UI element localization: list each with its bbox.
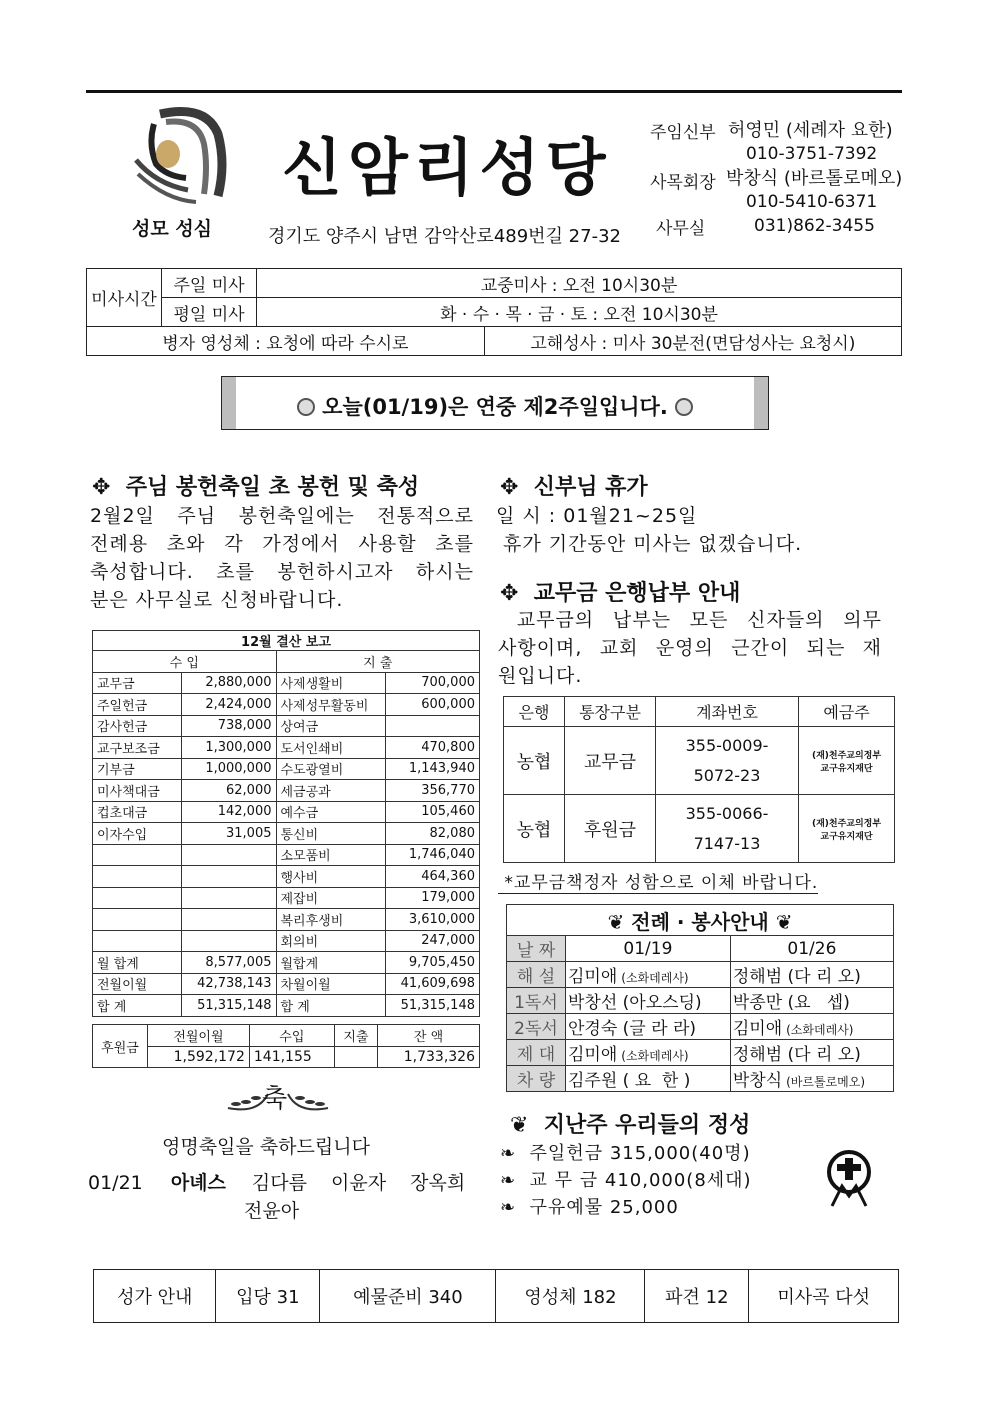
celebration-people: 김다름 이윤자 장옥희 <box>251 1172 466 1194</box>
finance-item <box>93 909 182 931</box>
praying-cross-icon <box>824 1150 874 1208</box>
finance-amount <box>182 930 277 952</box>
celebration-message: 영명축일을 축하드립니다 <box>162 1136 370 1158</box>
finance-amount: 470,800 <box>385 737 480 759</box>
celebration-date: 01/21 <box>88 1172 143 1194</box>
offering-title <box>510 1108 750 1139</box>
section-candle-title <box>92 470 419 501</box>
offering-item-text: 교 무 금 410,000(8세대) <box>529 1170 752 1191</box>
finance-amount: 1,000,000 <box>182 758 277 780</box>
finance-item <box>93 930 182 952</box>
finance-item <box>93 887 182 909</box>
hymn-item: 파견 12 <box>645 1270 749 1323</box>
section-candle-heading: 주님 봉헌축일 초 봉헌 및 축성 <box>125 475 420 500</box>
sacred-heart-emblem-icon <box>126 104 230 208</box>
finance-amount: 82,080 <box>385 823 480 845</box>
finance-amount: 1,143,940 <box>385 758 480 780</box>
offering-item <box>500 1167 752 1194</box>
offering-heading: 지난주 우리들의 정성 <box>543 1113 751 1138</box>
liturgy-minister <box>566 962 731 988</box>
ivy-leaf-icon: ❦ <box>775 909 793 934</box>
section-dues-body <box>498 606 882 690</box>
finance-item: 사제생활비 <box>276 672 385 694</box>
account-number <box>656 727 799 795</box>
finance-item: 전월이월 <box>93 973 182 995</box>
sunday-banner <box>221 376 769 430</box>
finance-amount: 31,005 <box>182 823 277 845</box>
finance-item: 합 계 <box>93 995 182 1017</box>
finance-amount: 105,460 <box>385 801 480 823</box>
support-value: 1,592,172 <box>148 1046 250 1068</box>
finance-row <box>93 844 480 866</box>
mass-schedule-table <box>86 268 902 356</box>
finance-amount <box>182 866 277 888</box>
finance-item: 제잡비 <box>276 887 385 909</box>
finance-item: 통신비 <box>276 823 385 845</box>
hymn-table <box>93 1269 899 1323</box>
finance-row <box>93 887 480 909</box>
support-table <box>92 1024 480 1068</box>
support-header: 전월이월 <box>148 1025 250 1047</box>
finance-amount <box>182 844 277 866</box>
finance-row <box>93 672 480 694</box>
celebration-saint: 아녜스 <box>170 1172 226 1194</box>
finance-amount: 8,577,005 <box>182 952 277 974</box>
hymn-item: 입당 31 <box>216 1270 320 1323</box>
bank-header: 은행 <box>504 697 565 727</box>
finance-item: 도서인쇄비 <box>276 737 385 759</box>
bank-name: 농협 <box>504 795 565 863</box>
text-line: 축성합니다. 초를 봉헌하시고자 하시는 <box>90 561 474 583</box>
finance-item: 주일헌금 <box>93 694 182 716</box>
section-candle-body <box>90 502 474 614</box>
pastor-role: 주임신부 <box>650 123 716 143</box>
offering-item-text: 구유예물 25,000 <box>529 1197 679 1218</box>
text-line: 교무금의 납부는 모든 신자들의 의무 <box>498 609 882 631</box>
minister-baptismal-name: (소화데레사) <box>786 1023 854 1037</box>
finance-item: 소모품비 <box>276 844 385 866</box>
finance-item: 월 합계 <box>93 952 182 974</box>
sunday-mass-value: 교중미사 : 오전 10시30분 <box>257 269 902 298</box>
offering-item-text: 주일헌금 315,000(40명) <box>529 1143 751 1164</box>
income-header: 수 입 <box>93 651 277 673</box>
account-number-part: 5072-23 <box>693 765 761 785</box>
support-header: 잔 액 <box>378 1025 480 1047</box>
finance-item: 세금공과 <box>276 780 385 802</box>
finance-row <box>93 909 480 931</box>
account-type: 후원금 <box>565 795 656 863</box>
office-role: 사무실 <box>656 219 706 239</box>
celebration-names-2: 전윤아 <box>244 1200 300 1222</box>
liturgy-minister <box>730 962 893 988</box>
support-header: 지출 <box>334 1025 377 1047</box>
minister-name: 박종만 (요 셉) <box>732 993 850 1013</box>
minister-baptismal-name: (소화데레사) <box>621 1049 689 1063</box>
finance-amount: 2,424,000 <box>182 694 277 716</box>
bank-header: 통장구분 <box>565 697 656 727</box>
section-dues-title <box>500 576 740 607</box>
minister-baptismal-name: (소화데레사) <box>621 971 689 985</box>
finance-item: 수도광열비 <box>276 758 385 780</box>
liturgy-row <box>507 1066 894 1092</box>
finance-item: 복리후생비 <box>276 909 385 931</box>
finance-row <box>93 930 480 952</box>
finance-item: 사제성무활동비 <box>276 694 385 716</box>
liturgy-row <box>507 988 894 1014</box>
liturgy-date: 01/26 <box>730 936 893 962</box>
finance-row <box>93 952 480 974</box>
liturgy-minister <box>566 1014 731 1040</box>
finance-item <box>93 866 182 888</box>
liturgy-title <box>507 905 894 936</box>
diamond-bullet-icon: ✥ <box>92 475 111 500</box>
finance-item <box>93 844 182 866</box>
minister-name: 정해범 (다 리 오) <box>732 1045 861 1065</box>
liturgy-table <box>506 904 894 1092</box>
finance-row <box>93 801 480 823</box>
finance-item: 교구보조금 <box>93 737 182 759</box>
support-value <box>334 1046 377 1068</box>
medal-icon <box>297 398 315 416</box>
finance-amount: 41,609,698 <box>385 973 480 995</box>
minister-name: 김주원 ( 요 한 ) <box>568 1071 691 1091</box>
offering-item <box>500 1194 752 1221</box>
finance-row <box>93 995 480 1017</box>
liturgy-minister <box>566 988 731 1014</box>
medal-icon <box>675 398 693 416</box>
sunday-mass-label: 주일 미사 <box>162 269 257 298</box>
parish-title: 신암리성당 <box>282 131 612 204</box>
liturgy-role: 2독서 <box>507 1014 566 1040</box>
bank-header: 계좌번호 <box>656 697 799 727</box>
celebration-mark: 축 <box>262 1084 288 1114</box>
finance-amount: 62,000 <box>182 780 277 802</box>
finance-item: 차월이월 <box>276 973 385 995</box>
ivy-leaf-icon: ❦ <box>510 1113 529 1138</box>
liturgy-minister <box>730 1066 893 1092</box>
offering-list <box>500 1140 752 1221</box>
mass-label: 미사시간 <box>87 269 162 327</box>
bank-table <box>503 696 895 863</box>
owner-line: (재)천주교의정부 <box>811 750 882 761</box>
leaf-bullet-icon: ❧ <box>500 1197 517 1218</box>
finance-amount: 738,000 <box>182 715 277 737</box>
account-owner <box>799 727 895 795</box>
finance-table <box>92 630 480 1017</box>
liturgy-minister <box>730 988 893 1014</box>
finance-row <box>93 973 480 995</box>
bank-row <box>504 795 895 863</box>
minister-name: 박창식 <box>732 1071 783 1091</box>
finance-amount: 356,770 <box>385 780 480 802</box>
hymn-item: 미사곡 다섯 <box>749 1270 899 1323</box>
finance-item: 이자수입 <box>93 823 182 845</box>
minister-name: 박창선 (아오스딩) <box>568 993 702 1013</box>
owner-line: 교구유지재단 <box>820 763 873 774</box>
expense-header: 지 출 <box>276 651 480 673</box>
section-vacation-body <box>496 502 802 558</box>
minister-name: 김미애 <box>732 1019 783 1039</box>
account-number-part: 355-0009- <box>685 735 769 755</box>
liturgy-row <box>507 1014 894 1040</box>
bank-header: 예금주 <box>799 697 895 727</box>
finance-item: 예수금 <box>276 801 385 823</box>
minister-name: 김미애 <box>568 967 618 987</box>
finance-row <box>93 866 480 888</box>
dues-note: *교무금책정자 성함으로 이체 바랍니다. <box>498 868 818 894</box>
section-vacation-title <box>500 470 648 501</box>
finance-amount <box>182 887 277 909</box>
finance-item: 컵초대금 <box>93 801 182 823</box>
finance-amount: 179,000 <box>385 887 480 909</box>
minister-baptismal-name: (바르톨로메오) <box>786 1075 866 1089</box>
account-number-part: 355-0066- <box>685 803 769 823</box>
banner-text: 오늘(01/19)은 연중 제2주일입니다. <box>322 395 668 419</box>
liturgy-role: 제 대 <box>507 1040 566 1066</box>
finance-item: 교무금 <box>93 672 182 694</box>
finance-amount: 142,000 <box>182 801 277 823</box>
finance-row <box>93 694 480 716</box>
liturgy-role: 해 설 <box>507 962 566 988</box>
diamond-bullet-icon: ✥ <box>500 581 519 606</box>
finance-item: 미사책대금 <box>93 780 182 802</box>
hymn-item: 예물준비 340 <box>320 1270 496 1323</box>
owner-line: 교구유지재단 <box>820 831 873 842</box>
emblem-label: 성모 성심 <box>132 218 213 240</box>
bank-row <box>504 727 895 795</box>
liturgy-role: 차 량 <box>507 1066 566 1092</box>
account-owner <box>799 795 895 863</box>
account-number-part: 7147-13 <box>693 833 761 853</box>
liturgy-minister <box>566 1040 731 1066</box>
weekday-mass-label: 평일 미사 <box>162 298 257 327</box>
finance-item: 기부금 <box>93 758 182 780</box>
text-line: 2월2일 주님 봉헌축일에는 전통적으로 <box>90 505 474 527</box>
council-phone: 010-5410-6371 <box>746 192 878 212</box>
top-rule <box>86 90 902 93</box>
text-line: 휴가 기간동안 미사는 없겠습니다. <box>496 533 803 555</box>
finance-amount: 600,000 <box>385 694 480 716</box>
finance-amount: 464,360 <box>385 866 480 888</box>
finance-item: 합 계 <box>276 995 385 1017</box>
liturgy-date: 01/19 <box>566 936 731 962</box>
pastor-phone: 010-3751-7392 <box>746 144 878 164</box>
finance-item: 상여금 <box>276 715 385 737</box>
text-line: 일 시 : 01월21~25일 <box>496 505 698 527</box>
finance-item: 월합계 <box>276 952 385 974</box>
text-line: 전례용 초와 각 가정에서 사용할 초를 <box>90 533 474 555</box>
finance-amount <box>182 909 277 931</box>
section-vacation-heading: 신부님 휴가 <box>533 475 648 500</box>
finance-item: 회의비 <box>276 930 385 952</box>
offering-item <box>500 1140 752 1167</box>
liturgy-heading: 전례 · 봉사안내 <box>631 909 769 934</box>
liturgy-minister <box>730 1040 893 1066</box>
owner-line: (재)천주교의정부 <box>811 818 882 829</box>
finance-amount: 51,315,148 <box>182 995 277 1017</box>
finance-amount: 247,000 <box>385 930 480 952</box>
finance-row <box>93 758 480 780</box>
parish-address: 경기도 양주시 남면 감악산로489번길 27-32 <box>268 226 621 247</box>
finance-amount: 51,315,148 <box>385 995 480 1017</box>
finance-row <box>93 737 480 759</box>
finance-amount: 2,880,000 <box>182 672 277 694</box>
finance-amount <box>385 715 480 737</box>
liturgy-row <box>507 962 894 988</box>
minister-name: 김미애 <box>568 1045 618 1065</box>
finance-item: 행사비 <box>276 866 385 888</box>
liturgy-minister <box>566 1066 731 1092</box>
pastor-name: 허영민 (세례자 요한) <box>728 120 893 141</box>
support-label: 후원금 <box>93 1025 148 1068</box>
bank-name: 농협 <box>504 727 565 795</box>
finance-amount: 1,746,040 <box>385 844 480 866</box>
account-type: 교무금 <box>565 727 656 795</box>
sick-communion: 병자 영성체 : 요청에 따라 수시로 <box>87 327 485 356</box>
hymn-item: 영성체 182 <box>496 1270 645 1323</box>
leaf-bullet-icon: ❧ <box>500 1170 517 1191</box>
text-line: 분은 사무실로 신청바랍니다. <box>90 589 344 611</box>
finance-row <box>93 715 480 737</box>
support-value: 1,733,326 <box>378 1046 480 1068</box>
finance-title: 12월 결산 보고 <box>93 631 480 651</box>
finance-amount: 1,300,000 <box>182 737 277 759</box>
finance-row <box>93 823 480 845</box>
hymn-guide-label: 성가 안내 <box>94 1270 216 1323</box>
support-value: 141,155 <box>249 1046 334 1068</box>
liturgy-row <box>507 1040 894 1066</box>
finance-amount: 42,738,143 <box>182 973 277 995</box>
weekday-mass-value: 화 · 수 · 목 · 금 · 토 : 오전 10시30분 <box>257 298 902 327</box>
ivy-leaf-icon: ❦ <box>607 909 625 934</box>
finance-row <box>93 780 480 802</box>
council-role: 사목회장 <box>650 173 716 193</box>
liturgy-minister <box>730 1014 893 1040</box>
minister-name: 정해범 (다 리 오) <box>732 967 861 987</box>
text-line: 원입니다. <box>498 665 583 687</box>
confession-info: 고해성사 : 미사 30분전(면담성사는 요청시) <box>484 327 901 356</box>
finance-amount: 700,000 <box>385 672 480 694</box>
liturgy-date-label: 날 짜 <box>507 936 566 962</box>
support-header: 수입 <box>249 1025 334 1047</box>
office-phone: 031)862-3455 <box>754 216 875 236</box>
celebration-names <box>88 1168 474 1195</box>
finance-amount: 3,610,000 <box>385 909 480 931</box>
text-line: 사항이며, 교회 운영의 근간이 되는 재 <box>498 637 882 659</box>
account-number <box>656 795 799 863</box>
liturgy-role: 1독서 <box>507 988 566 1014</box>
council-name: 박창식 (바르톨로메오) <box>726 168 903 189</box>
finance-amount: 9,705,450 <box>385 952 480 974</box>
diamond-bullet-icon: ✥ <box>500 475 519 500</box>
section-dues-heading: 교무금 은행납부 안내 <box>533 581 741 606</box>
minister-name: 안경숙 (글 라 라) <box>568 1019 697 1039</box>
finance-item: 감사헌금 <box>93 715 182 737</box>
leaf-bullet-icon: ❧ <box>500 1143 517 1164</box>
